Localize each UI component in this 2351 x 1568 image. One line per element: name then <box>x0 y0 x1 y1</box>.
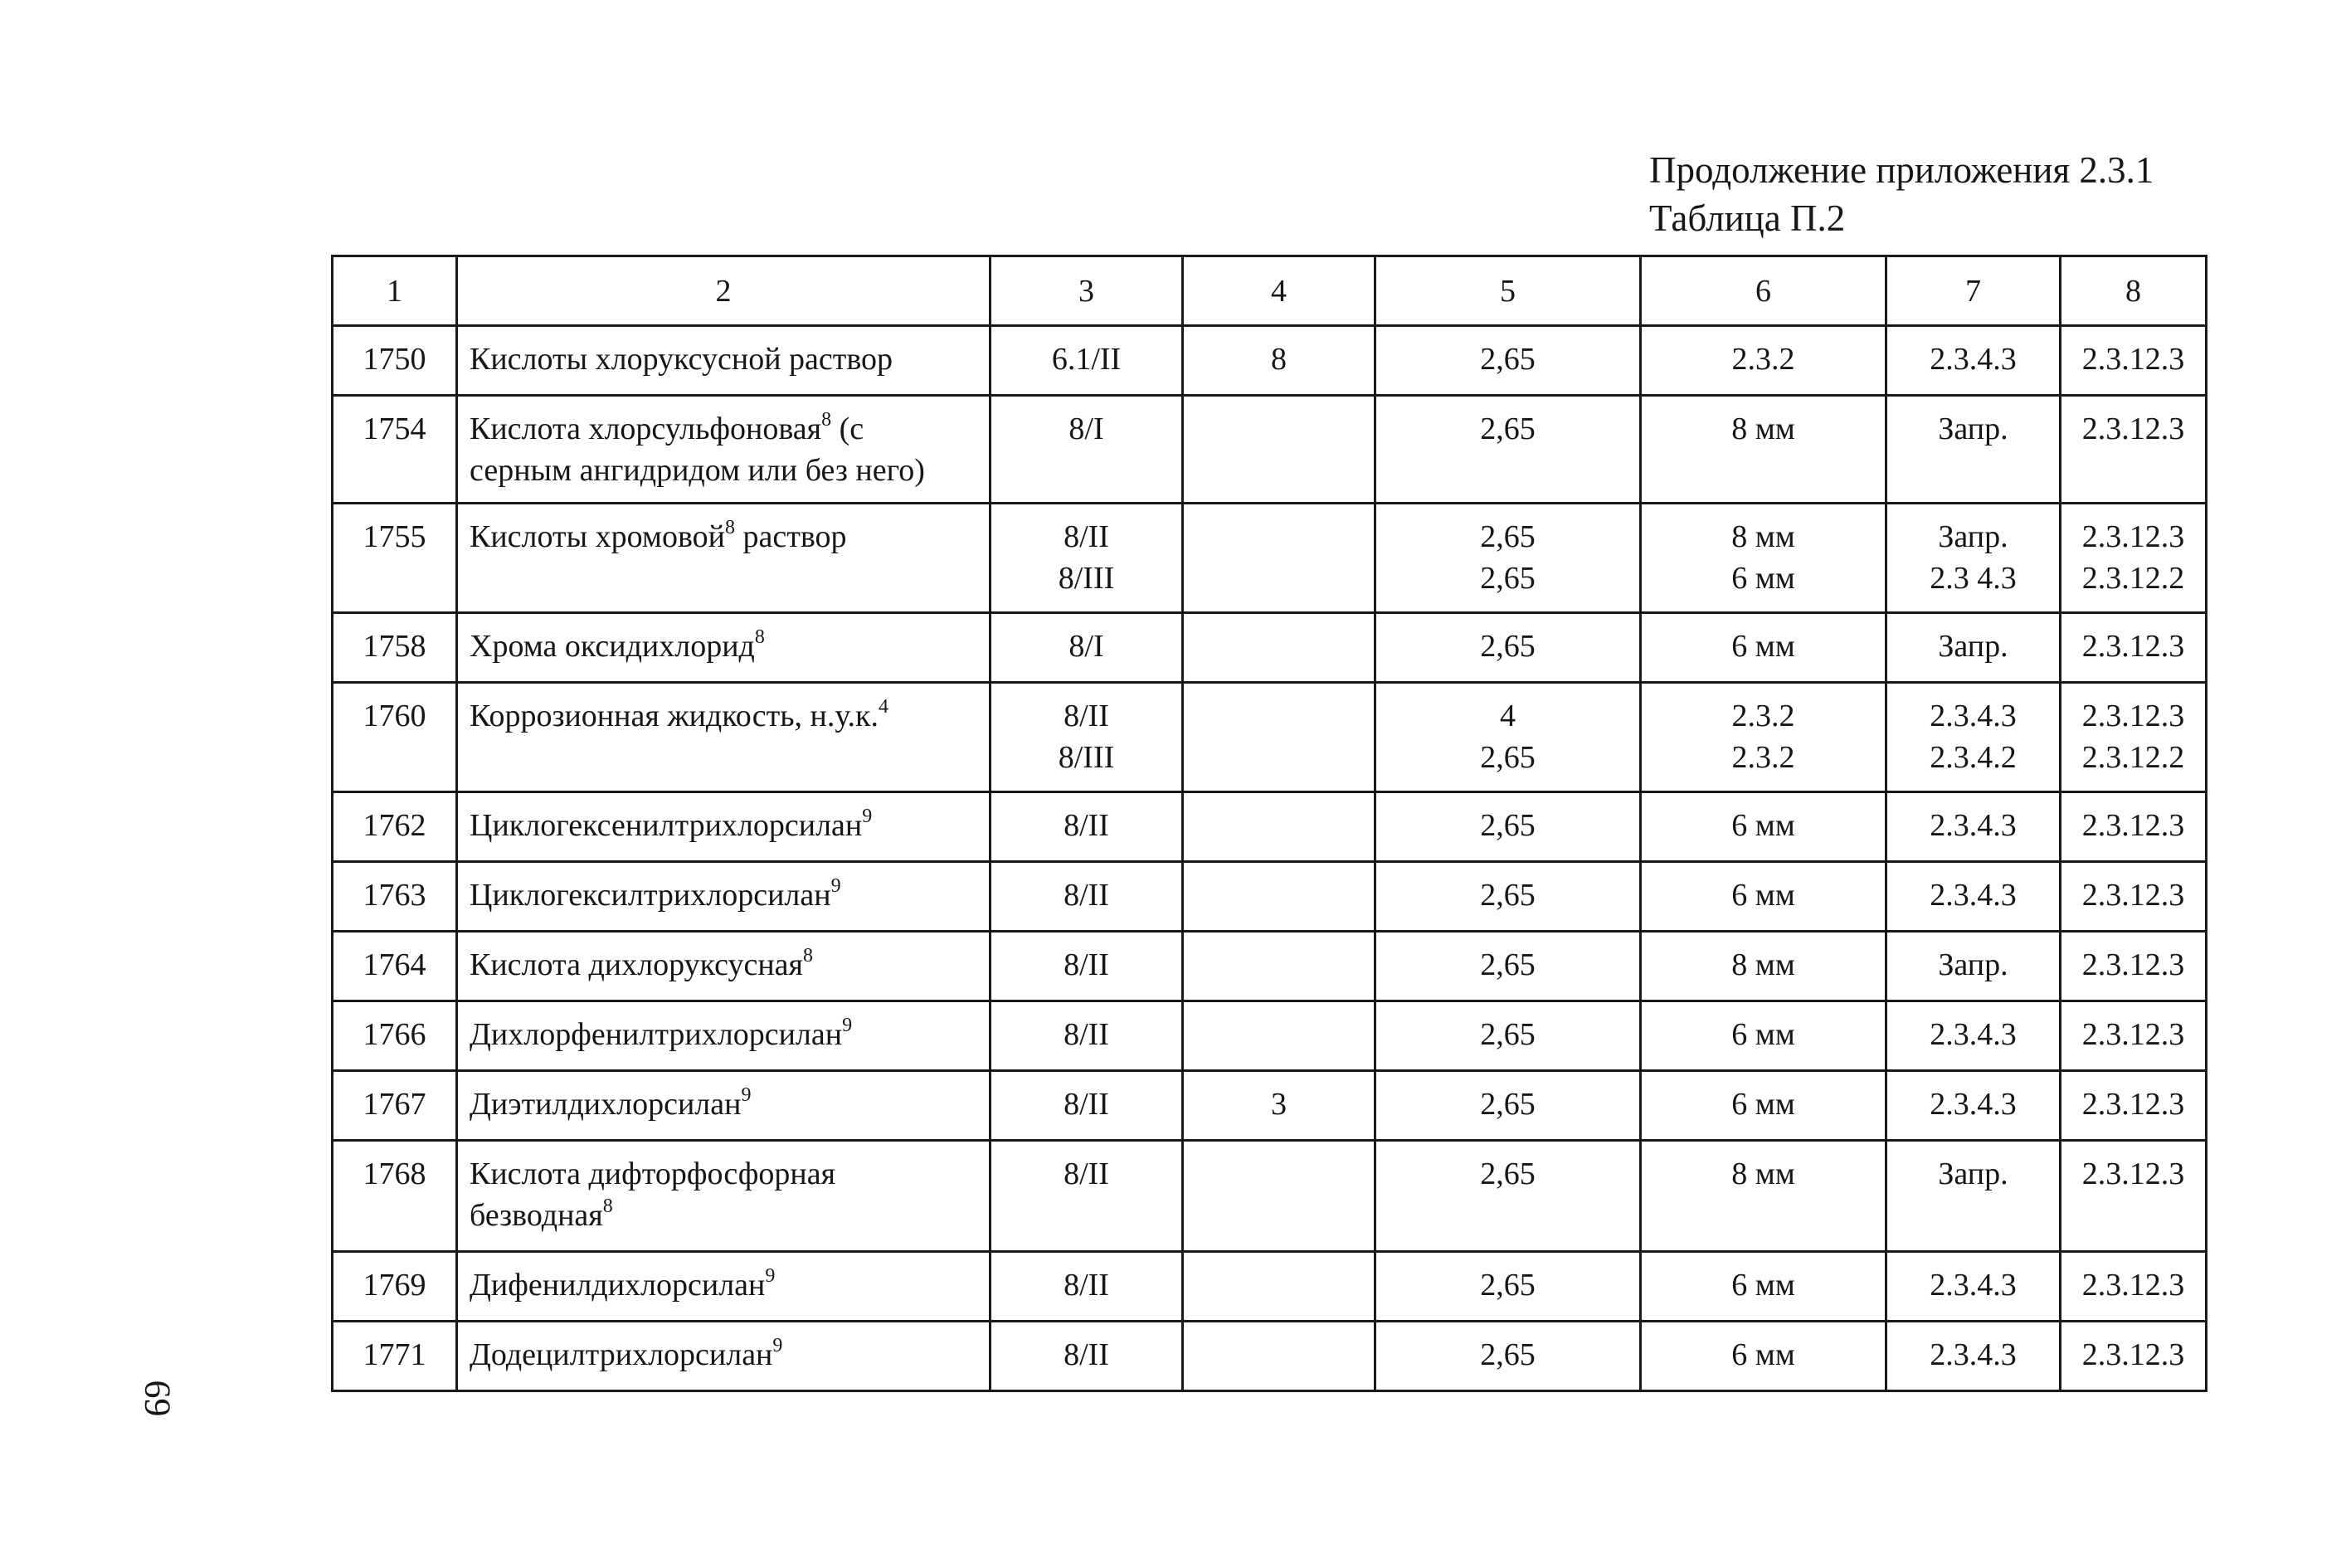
cell-value: 2.3 4.3 <box>1930 561 2017 596</box>
un-number-cell <box>333 1141 457 1252</box>
cell-value: 8 мм <box>1731 519 1795 554</box>
col4-cell <box>1183 504 1375 613</box>
cell-value: 2.3.12.3 <box>2081 699 2185 733</box>
cell-value: 2.3.4.3 <box>1930 699 2017 733</box>
substance-name-cell <box>457 1322 991 1391</box>
class-cell <box>991 1141 1183 1252</box>
substance-name-line <box>470 874 981 916</box>
col4-cell <box>1183 1322 1375 1391</box>
un-number: 1771 <box>363 1337 426 1372</box>
table-container <box>331 255 2207 1392</box>
footnote-ref: 8 <box>754 626 765 649</box>
col4-cell <box>1183 613 1375 683</box>
class-cell <box>991 792 1183 862</box>
cell-value: 2.3.4.3 <box>1930 1337 2017 1372</box>
cell-value: 8/II <box>1064 519 1109 554</box>
column-header: 2 <box>457 256 991 326</box>
cell-value: Запр. <box>1938 629 2008 664</box>
un-number-cell <box>333 1322 457 1391</box>
un-number: 1768 <box>363 1157 426 1191</box>
substance-name-line <box>470 408 981 450</box>
substance-name: Циклогексенилтрихлорсилан <box>470 808 863 843</box>
col8-cell <box>2061 1252 2207 1322</box>
col7-cell <box>1886 613 2061 683</box>
substance-name-continued: раствор <box>735 519 847 554</box>
substance-name: Кислота хлорсульфоновая <box>470 411 822 446</box>
col5-cell <box>1375 613 1641 683</box>
col8-cell <box>2061 396 2207 504</box>
col6-cell <box>1641 1071 1886 1141</box>
cell-value: 2,65 <box>1480 519 1536 554</box>
class-cell <box>991 1322 1183 1391</box>
un-number: 1755 <box>363 519 426 554</box>
col5-cell <box>1375 326 1641 396</box>
table-row <box>333 613 2207 683</box>
substance-name: Хрома оксидихлорид <box>470 629 755 664</box>
cell-value: 8/II <box>1064 699 1109 733</box>
class-cell <box>991 862 1183 932</box>
col8-cell <box>2061 326 2207 396</box>
substance-name-cell <box>457 504 991 613</box>
cell-value: 6.1/II <box>1051 342 1122 377</box>
substance-name-second-line: безводная <box>470 1198 603 1233</box>
cell-value: 2.3.12.3 <box>2081 519 2185 554</box>
column-header: 7 <box>1886 256 2061 326</box>
substance-name-cell <box>457 1252 991 1322</box>
col4-cell <box>1183 862 1375 932</box>
col6-cell <box>1641 1322 1886 1391</box>
table-row <box>333 396 2207 504</box>
cell-value: 8/II <box>1064 947 1109 982</box>
cell-value: 8/II <box>1064 1337 1109 1372</box>
un-number: 1758 <box>363 629 426 664</box>
cell-value: 6 мм <box>1731 1268 1795 1303</box>
cell-value: 3 <box>1271 1087 1287 1122</box>
col5-cell <box>1375 1322 1641 1391</box>
col5-cell <box>1375 1141 1641 1252</box>
col7-cell <box>1886 932 2061 1001</box>
footnote-ref: 9 <box>862 806 873 828</box>
un-number-cell <box>333 1252 457 1322</box>
cell-value: 2.3.12.3 <box>2081 629 2185 664</box>
cell-value: 2,65 <box>1480 1337 1536 1372</box>
footnote-ref: 4 <box>879 696 889 718</box>
substance-name-cell <box>457 1141 991 1252</box>
cell-value: 2,65 <box>1480 1087 1536 1122</box>
column-header: 4 <box>1183 256 1375 326</box>
un-number-cell <box>333 396 457 504</box>
cell-value: 2.3.4.3 <box>1930 878 2017 913</box>
footnote-ref: 8 <box>803 945 814 967</box>
col7-cell <box>1886 862 2061 932</box>
substance-name: Додецилтрихлорсилан <box>470 1337 773 1372</box>
col4-cell <box>1183 683 1375 792</box>
header-row <box>333 256 2207 326</box>
substance-name-line <box>470 1334 981 1376</box>
cell-value: 2,65 <box>1480 411 1536 446</box>
substance-name-line <box>470 944 981 986</box>
cell-value: 8/II <box>1064 1157 1109 1191</box>
table-body <box>333 256 2207 1391</box>
class-cell <box>991 326 1183 396</box>
cell-value: 2.3.4.3 <box>1930 1268 2017 1303</box>
col4-cell <box>1183 1001 1375 1071</box>
cell-value: 2,65 <box>1480 878 1536 913</box>
col8-cell <box>2061 683 2207 792</box>
substance-name-cell <box>457 862 991 932</box>
cell-value: 2.3.4.2 <box>1930 740 2017 775</box>
col7-cell <box>1886 1071 2061 1141</box>
cell-value: Запр. <box>1938 947 2008 982</box>
col8-cell <box>2061 504 2207 613</box>
un-number: 1760 <box>363 699 426 733</box>
col8-cell <box>2061 1322 2207 1391</box>
col7-cell <box>1886 1252 2061 1322</box>
substance-name-line <box>470 805 981 846</box>
col5-cell <box>1375 932 1641 1001</box>
col7-cell <box>1886 1001 2061 1071</box>
col8-cell <box>2061 792 2207 862</box>
cell-value: 8/I <box>1068 629 1104 664</box>
cell-value: 4 <box>1500 699 1516 733</box>
col5-cell <box>1375 1001 1641 1071</box>
un-number-cell <box>333 862 457 932</box>
cell-value: 8/II <box>1064 808 1109 843</box>
cell-value: 6 мм <box>1731 561 1795 596</box>
un-number: 1766 <box>363 1017 426 1052</box>
cell-value: 2.3.12.3 <box>2081 1268 2185 1303</box>
cell-value: 2.3.12.3 <box>2081 1157 2185 1191</box>
substance-name-cell <box>457 613 991 683</box>
column-header: 3 <box>991 256 1183 326</box>
footnote-ref: 9 <box>772 1335 783 1357</box>
cell-value: 2.3.2 <box>1731 699 1795 733</box>
cell-value: 2.3.4.3 <box>1930 342 2017 377</box>
col6-cell <box>1641 1001 1886 1071</box>
cell-value: 2,65 <box>1480 947 1536 982</box>
col8-cell <box>2061 613 2207 683</box>
substance-name-line <box>470 1014 981 1055</box>
cell-value: 6 мм <box>1731 1087 1795 1122</box>
un-number-cell <box>333 932 457 1001</box>
substance-name-line <box>470 450 981 491</box>
col6-cell <box>1641 396 1886 504</box>
col7-cell <box>1886 396 2061 504</box>
cell-value: 8/III <box>1058 561 1115 596</box>
cell-value: 2.3.12.2 <box>2081 561 2185 596</box>
substance-name-continued: (с <box>831 411 864 446</box>
col5-cell <box>1375 1071 1641 1141</box>
footnote-ref: 9 <box>830 875 841 898</box>
un-number: 1762 <box>363 808 426 843</box>
substance-name-line <box>470 516 981 558</box>
cell-value: 2.3.12.3 <box>2081 878 2185 913</box>
col6-cell <box>1641 326 1886 396</box>
col6-cell <box>1641 613 1886 683</box>
un-number-cell <box>333 1071 457 1141</box>
table-row <box>333 862 2207 932</box>
cell-value: 2.3.4.3 <box>1930 808 2017 843</box>
cell-value: 8 мм <box>1731 1157 1795 1191</box>
substance-name-cell <box>457 1071 991 1141</box>
substance-name-line <box>470 1083 981 1125</box>
substance-name-line <box>470 1264 981 1306</box>
un-number-cell <box>333 326 457 396</box>
col5-cell <box>1375 792 1641 862</box>
cell-value: 8/I <box>1068 411 1104 446</box>
cell-value: 8/II <box>1064 878 1109 913</box>
column-header: 5 <box>1375 256 1641 326</box>
substance-name-line <box>470 1195 981 1236</box>
un-number: 1769 <box>363 1268 426 1303</box>
col7-cell <box>1886 792 2061 862</box>
cell-value: 2.3.12.2 <box>2081 740 2185 775</box>
cell-value: 6 мм <box>1731 878 1795 913</box>
col5-cell <box>1375 396 1641 504</box>
substance-name: Коррозионная жидкость, н.у.к. <box>470 699 879 733</box>
cell-value: 2.3.12.3 <box>2081 1337 2185 1372</box>
un-number: 1754 <box>363 411 426 446</box>
cell-value: 8 <box>1271 342 1287 377</box>
table-row <box>333 683 2207 792</box>
col6-cell <box>1641 862 1886 932</box>
cell-value: 2.3.2 <box>1731 342 1795 377</box>
cell-value: 6 мм <box>1731 808 1795 843</box>
page-number: 69 <box>137 1380 178 1417</box>
footnote-ref: 9 <box>842 1015 853 1037</box>
cell-value: 2.3.12.3 <box>2081 1087 2185 1122</box>
col8-cell <box>2061 1071 2207 1141</box>
un-number: 1750 <box>363 342 426 377</box>
cell-value: 2,65 <box>1480 561 1536 596</box>
substance-name-line <box>470 1153 981 1195</box>
col6-cell <box>1641 792 1886 862</box>
cell-value: 6 мм <box>1731 629 1795 664</box>
table-row <box>333 1071 2207 1141</box>
class-cell <box>991 504 1183 613</box>
substance-name-line <box>470 695 981 737</box>
cell-value: 2.3.12.3 <box>2081 411 2185 446</box>
cell-value: 2,65 <box>1480 629 1536 664</box>
cell-value: 2,65 <box>1480 1157 1536 1191</box>
table-row <box>333 1322 2207 1391</box>
cell-value: 2,65 <box>1480 342 1536 377</box>
col4-cell <box>1183 396 1375 504</box>
cell-value: 2.3.12.3 <box>2081 808 2185 843</box>
cell-value: 2,65 <box>1480 1268 1536 1303</box>
substance-name: Кислоты хлоруксусной раствор <box>470 342 893 377</box>
table-row <box>333 504 2207 613</box>
substance-name: Дифенилдихлорсилан <box>470 1268 766 1303</box>
footnote-ref: 8 <box>602 1195 613 1218</box>
cell-value: 8 мм <box>1731 947 1795 982</box>
table-caption: Таблица П.2 <box>1649 197 1846 239</box>
un-number: 1767 <box>363 1087 426 1122</box>
class-cell <box>991 396 1183 504</box>
col4-cell <box>1183 932 1375 1001</box>
col4-cell <box>1183 1071 1375 1141</box>
cell-value: 2.3.2 <box>1731 740 1795 775</box>
substance-name: Кислота дифторфосфорная <box>470 1157 836 1191</box>
un-number-cell <box>333 613 457 683</box>
class-cell <box>991 683 1183 792</box>
col4-cell <box>1183 1141 1375 1252</box>
substance-name-second-line: серным ангидридом или без него) <box>470 453 925 488</box>
cell-value: 2,65 <box>1480 740 1536 775</box>
col7-cell <box>1886 683 2061 792</box>
column-header: 8 <box>2061 256 2207 326</box>
table-row <box>333 932 2207 1001</box>
continuation-title: Продолжение приложения 2.3.1 <box>1649 149 2154 191</box>
footnote-ref: 9 <box>765 1265 776 1288</box>
col6-cell <box>1641 932 1886 1001</box>
substance-name-cell <box>457 792 991 862</box>
column-header: 6 <box>1641 256 1886 326</box>
cell-value: 2,65 <box>1480 808 1536 843</box>
table-row <box>333 1141 2207 1252</box>
table-heading <box>1649 146 2154 242</box>
col7-cell <box>1886 326 2061 396</box>
col5-cell <box>1375 683 1641 792</box>
substance-name: Дихлорфенилтрихлорсилан <box>470 1017 843 1052</box>
substance-name: Кислоты хромовой <box>470 519 725 554</box>
substance-name: Кислота дихлоруксусная <box>470 947 804 982</box>
col8-cell <box>2061 862 2207 932</box>
cell-value: 6 мм <box>1731 1337 1795 1372</box>
un-number-cell <box>333 1001 457 1071</box>
col5-cell <box>1375 862 1641 932</box>
substance-name: Циклогексилтрихлорсилан <box>470 878 831 913</box>
col8-cell <box>2061 1001 2207 1071</box>
table-row <box>333 326 2207 396</box>
col8-cell <box>2061 932 2207 1001</box>
data-table <box>331 255 2207 1392</box>
col5-cell <box>1375 504 1641 613</box>
footnote-ref: 8 <box>821 409 832 431</box>
col7-cell <box>1886 1141 2061 1252</box>
col6-cell <box>1641 683 1886 792</box>
cell-value: 2.3.4.3 <box>1930 1017 2017 1052</box>
substance-name-cell <box>457 932 991 1001</box>
substance-name-cell <box>457 396 991 504</box>
col4-cell <box>1183 1252 1375 1322</box>
table-row <box>333 1001 2207 1071</box>
substance-name-cell <box>457 1001 991 1071</box>
cell-value: Запр. <box>1938 411 2008 446</box>
cell-value: 2.3.12.3 <box>2081 947 2185 982</box>
column-header: 1 <box>333 256 457 326</box>
col6-cell <box>1641 1252 1886 1322</box>
footnote-ref: 8 <box>725 517 735 539</box>
class-cell <box>991 613 1183 683</box>
col6-cell <box>1641 1141 1886 1252</box>
un-number: 1764 <box>363 947 426 982</box>
col7-cell <box>1886 1322 2061 1391</box>
cell-value: 2.3.4.3 <box>1930 1087 2017 1122</box>
cell-value: 8/III <box>1058 740 1115 775</box>
col8-cell <box>2061 1141 2207 1252</box>
cell-value: 2.3.12.3 <box>2081 1017 2185 1052</box>
un-number: 1763 <box>363 878 426 913</box>
class-cell <box>991 1071 1183 1141</box>
substance-name-line <box>470 626 981 667</box>
cell-value: 8 мм <box>1731 411 1795 446</box>
substance-name-cell <box>457 683 991 792</box>
cell-value: Запр. <box>1938 519 2008 554</box>
cell-value: Запр. <box>1938 1157 2008 1191</box>
cell-value: 8/II <box>1064 1087 1109 1122</box>
cell-value: 6 мм <box>1731 1017 1795 1052</box>
cell-value: 8/II <box>1064 1017 1109 1052</box>
cell-value: 2.3.12.3 <box>2081 342 2185 377</box>
un-number-cell <box>333 683 457 792</box>
un-number-cell <box>333 792 457 862</box>
table-row <box>333 792 2207 862</box>
table-row <box>333 1252 2207 1322</box>
col6-cell <box>1641 504 1886 613</box>
cell-value: 8/II <box>1064 1268 1109 1303</box>
col7-cell <box>1886 504 2061 613</box>
col4-cell <box>1183 326 1375 396</box>
footnote-ref: 9 <box>741 1084 752 1107</box>
class-cell <box>991 932 1183 1001</box>
col5-cell <box>1375 1252 1641 1322</box>
col4-cell <box>1183 792 1375 862</box>
substance-name-cell <box>457 326 991 396</box>
substance-name: Диэтилдихлорсилан <box>470 1087 742 1122</box>
class-cell <box>991 1252 1183 1322</box>
class-cell <box>991 1001 1183 1071</box>
cell-value: 2,65 <box>1480 1017 1536 1052</box>
un-number-cell <box>333 504 457 613</box>
substance-name-line <box>470 338 981 380</box>
